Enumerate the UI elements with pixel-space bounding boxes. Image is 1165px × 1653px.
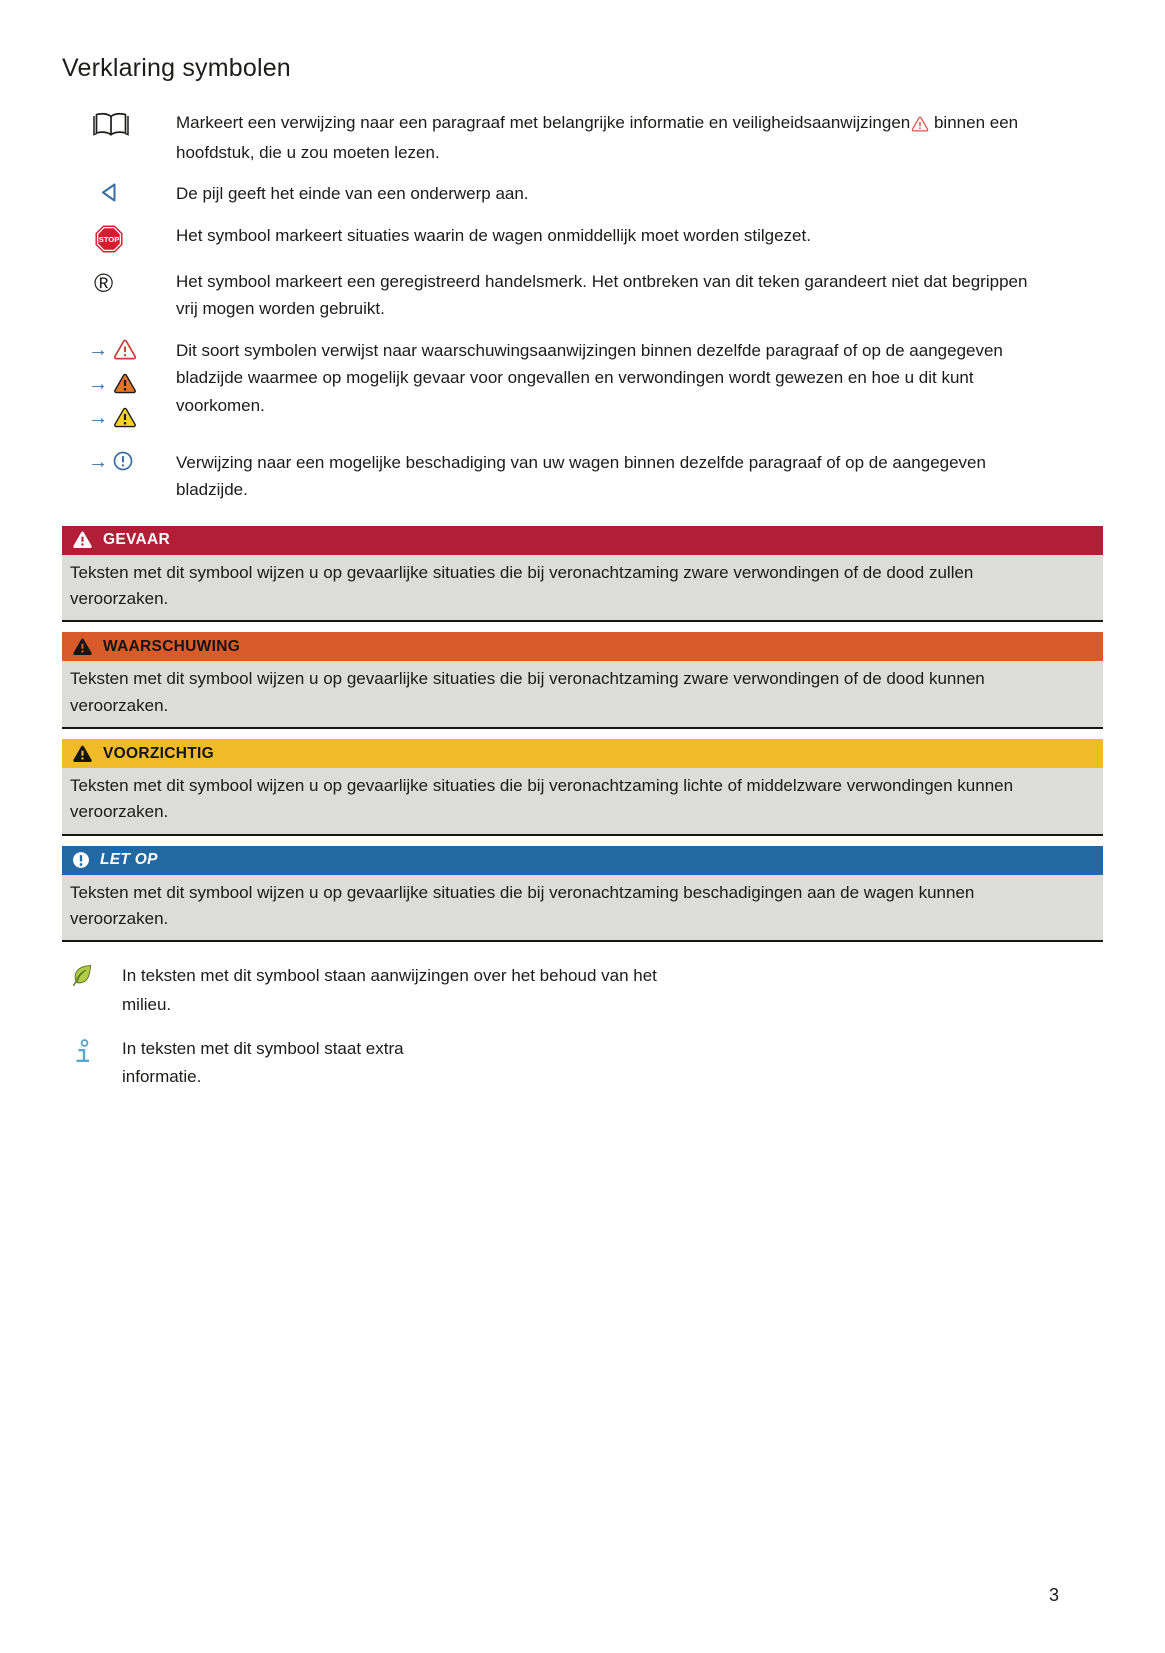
page-title: Verklaring symbolen [62, 54, 291, 82]
symbol-row-extra-info [62, 1035, 1103, 1091]
notice-warning [62, 632, 1103, 729]
symbol-description: De pijl geeft het einde van een onderwerp aan. [176, 184, 529, 204]
stop-icon [94, 224, 176, 254]
symbol-row-end-arrow [62, 180, 1103, 208]
registered-trademark-icon: ® [94, 267, 114, 298]
warning-triangle-yellow-icon [113, 407, 137, 428]
notice-caution [62, 739, 1103, 836]
warning-triangle-icon [72, 638, 93, 656]
warning-triangle-icon [72, 531, 93, 549]
svg-text:STOP: STOP [98, 234, 120, 244]
book-icon [92, 111, 176, 138]
symbol-description-text: Markeert een verwijzing naar een paragraaf met belangrijke informatie en veiligheidsaanwijzingen [176, 113, 911, 132]
warning-triangle-inline-icon [911, 115, 929, 134]
symbol-description: Het symbool markeert een geregistreerd handelsmerk. Het ontbreken van dit teken garandeert niet dat begrippen vrij mogen worden gebruikt. [176, 271, 1028, 319]
notice-label: VOORZICHTIG [103, 744, 214, 762]
notice-label: WAARSCHUWING [103, 637, 241, 655]
note-banner [62, 846, 1103, 875]
notice-text: Teksten met dit symbool wijzen u op gevaarlijke situaties die bij veronachtzaming beschadigingen aan de wagen kunnen veroorzaken. [70, 882, 975, 929]
end-of-topic-arrow-icon [100, 182, 176, 203]
notice-text: Teksten met dit symbool wijzen u op gevaarlijke situaties die bij veronachtzaming zware verwondingen of de dood kunnen veroorzaken. [70, 669, 985, 715]
exclamation-circle-icon [72, 851, 90, 869]
notice-body [62, 661, 1103, 729]
symbol-description: In teksten met dit symbool staat extra informatie. [122, 1038, 404, 1086]
symbol-row-book [62, 109, 1103, 166]
symbol-description: In teksten met dit symbool staan aanwijzingen over het behoud van het milieu. [122, 966, 657, 1014]
notice-label: LET OP [100, 851, 158, 869]
warning-triangle-orange-icon [113, 373, 137, 394]
warning-reference-icons [62, 337, 176, 441]
notice-note [62, 846, 1103, 943]
damage-reference-icon [113, 451, 133, 471]
danger-banner [62, 526, 1103, 555]
symbol-description-text: binnen een hoofdstuk, die u zou moeten lezen. [176, 113, 1019, 162]
notice-body [62, 875, 1103, 943]
symbol-description [176, 109, 1036, 166]
warning-triangle-icon [72, 745, 93, 763]
warning-triangle-red-icon [113, 339, 137, 360]
page-number: 3 [1048, 1585, 1059, 1605]
reference-arrow-icon: → [88, 373, 108, 396]
reference-arrow-icon: → [88, 407, 108, 430]
symbol-row-damage-reference [62, 449, 1103, 504]
notice-danger [62, 526, 1103, 623]
symbol-row-warning-references [62, 337, 1103, 441]
notice-text: Teksten met dit symbool wijzen u op gevaarlijke situaties die bij veronachtzaming zware verwondingen of de dood zullen veroorzaken. [70, 562, 974, 609]
reference-arrow-icon: → [88, 450, 108, 473]
reference-arrow-icon: → [88, 339, 108, 362]
notice-text: Teksten met dit symbool wijzen u op gevaarlijke situaties die bij veronachtzaming lichte of middelzware verwondingen kunnen veroorzaken. [70, 776, 1014, 822]
environment-leaf-icon [70, 963, 122, 987]
notice-body [62, 555, 1103, 623]
warning-banner [62, 632, 1103, 661]
symbol-description: Het symbool markeert situaties waarin de wagen onmiddellijk moet worden stilgezet. [176, 225, 811, 245]
extra-info-icon [74, 1039, 122, 1065]
notice-body [62, 768, 1103, 836]
symbol-row-trademark [62, 268, 1103, 323]
notice-label: GEVAAR [103, 531, 170, 549]
symbol-row-environment [62, 962, 1103, 1018]
symbol-description: Verwijzing naar een mogelijke beschadiging van uw wagen binnen dezelfde paragraaf of op de aangegeven bladzijde. [176, 452, 986, 500]
symbol-row-stop [62, 222, 1103, 254]
caution-banner [62, 739, 1103, 768]
symbol-description: Dit soort symbolen verwijst naar waarschuwingsaanwijzingen binnen dezelfde paragraaf of op de aangegeven bladzijde waarmee op mogelijk gevaar voor ongevallen en verwondingen wordt gewezen en hoe u dit kunt voorkomen. [176, 340, 1003, 415]
